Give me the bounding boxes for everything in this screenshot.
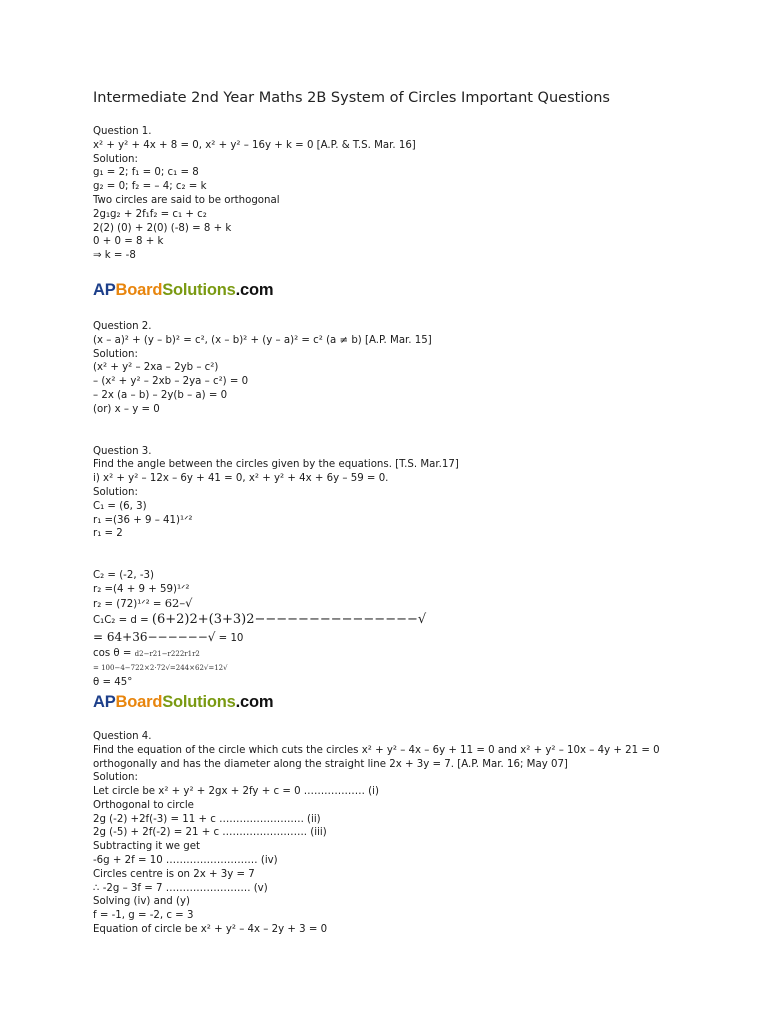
solution-line: (or) x – y = 0 <box>93 403 160 415</box>
solution-line: 0 + 0 = 8 + k <box>93 236 164 248</box>
apboardsolutions-logo: APBoardSolutions.com <box>93 280 274 299</box>
question-heading: Question 1. <box>93 126 152 137</box>
solution-line: Two circles are said to be orthogonal <box>93 194 280 206</box>
solution-line: = 100−4−722×2·72√=244×62√=12√ <box>93 664 228 673</box>
solution-line: C₁ = (6, 3) <box>93 500 147 512</box>
question-text: orthogonally and has the diameter along the straight line 2x + 3y = 7. [A.P. Mar. 16; May 07] <box>93 758 568 770</box>
solution-line: θ = 45° <box>93 677 133 689</box>
question-3 <box>93 445 733 690</box>
question-text: i) x² + y² – 12x – 6y + 41 = 0, x² + y² + 4x + 6y – 59 = 0. <box>93 473 389 485</box>
question-2 <box>93 320 733 417</box>
solution-label: Solution: <box>93 153 138 165</box>
page-title: Intermediate 2nd Year Maths 2B System of Circles Important Questions <box>93 90 610 106</box>
question-1 <box>93 125 733 263</box>
solution-line: C₂ = (-2, -3) <box>93 570 154 582</box>
solution-line: 2g (-5) + 2f(-2) = 21 + c ……………………. (iii) <box>93 827 327 839</box>
question-heading: Question 2. <box>93 320 152 332</box>
question-text: x² + y² + 4x + 8 = 0, x² + y² – 16y + k = 0 [A.P. & T.S. Mar. 16] <box>93 139 416 151</box>
solution-line: cos θ = d2−r21−r222r1r2 <box>93 647 200 659</box>
solution-line: r₁ =(36 + 9 – 41)¹ᐟ² <box>93 514 193 526</box>
solution-line: 2g (-2) +2f(-3) = 11 + c ……………………. (ii) <box>93 813 321 825</box>
solution-line: Solving (iv) and (y) <box>93 896 190 908</box>
solution-line: Circles centre is on 2x + 3y = 7 <box>93 868 255 880</box>
solution-line: Subtracting it we get <box>93 841 201 853</box>
solution-line: Let circle be x² + y² + 2gx + 2fy + c = 0 ……………… (i) <box>93 786 379 798</box>
solution-line: 2g₁g₂ + 2f₁f₂ = c₁ + c₂ <box>93 208 207 220</box>
solution-line: Equation of circle be x² + y² – 4x – 2y + 3 = 0 <box>93 924 328 936</box>
solution-line: 2(2) (0) + 2(0) (-8) = 8 + k <box>93 222 232 234</box>
solution-label: Solution: <box>93 348 138 360</box>
solution-line: Orthogonal to circle <box>93 799 194 811</box>
question-text: (x – a)² + (y – b)² = c², (x – b)² + (y – a)² = c² (a ≠ b) [A.P. Mar. 15] <box>93 334 432 346</box>
solution-line: r₂ = (72)¹ᐟ² = 62–√ <box>93 595 193 610</box>
solution-line: r₂ =(4 + 9 + 59)¹ᐟ² <box>93 583 190 595</box>
solution-line: C₁C₂ = d = (6+2)2+(3+3)2−−−−−−−−−−−−−−−√ <box>93 611 427 627</box>
solution-line: – (x² + y² – 2xb – 2ya – c²) = 0 <box>93 376 249 388</box>
solution-line: r₁ = 2 <box>93 528 123 540</box>
solution-line: ∴ -2g – 3f = 7 ……………………. (v) <box>93 882 268 894</box>
solution-line: g₂ = 0; f₂ = – 4; c₂ = k <box>93 181 207 193</box>
solution-line: g₁ = 2; f₁ = 0; c₁ = 8 <box>93 167 199 179</box>
solution-label: Solution: <box>93 486 138 498</box>
solution-line: ⇒ k = -8 <box>93 250 136 262</box>
question-text: Find the equation of the circle which cuts the circles x² + y² – 4x – 6y + 11 = 0 and x² + y² – 10x – 4y + 21 = 0 <box>93 744 660 756</box>
solution-line: f = -1, g = -2, c = 3 <box>93 910 194 922</box>
solution-line: -6g + 2f = 10 ……………………… (iv) <box>93 855 278 867</box>
document-page <box>93 88 733 937</box>
question-text: Find the angle between the circles given by the equations. [T.S. Mar.17] <box>93 459 459 471</box>
solution-label: Solution: <box>93 772 138 784</box>
apboardsolutions-logo: APBoardSolutions.com <box>93 692 274 711</box>
question-heading: Question 3. <box>93 445 152 457</box>
question-heading: Question 4. <box>93 730 152 742</box>
question-4 <box>93 730 733 937</box>
solution-line: = 64+36−−−−−−√ = 10 <box>93 629 244 644</box>
solution-line: – 2x (a – b) – 2y(b – a) = 0 <box>93 389 228 401</box>
solution-line: (x² + y² – 2xa – 2yb – c²) <box>93 362 219 374</box>
